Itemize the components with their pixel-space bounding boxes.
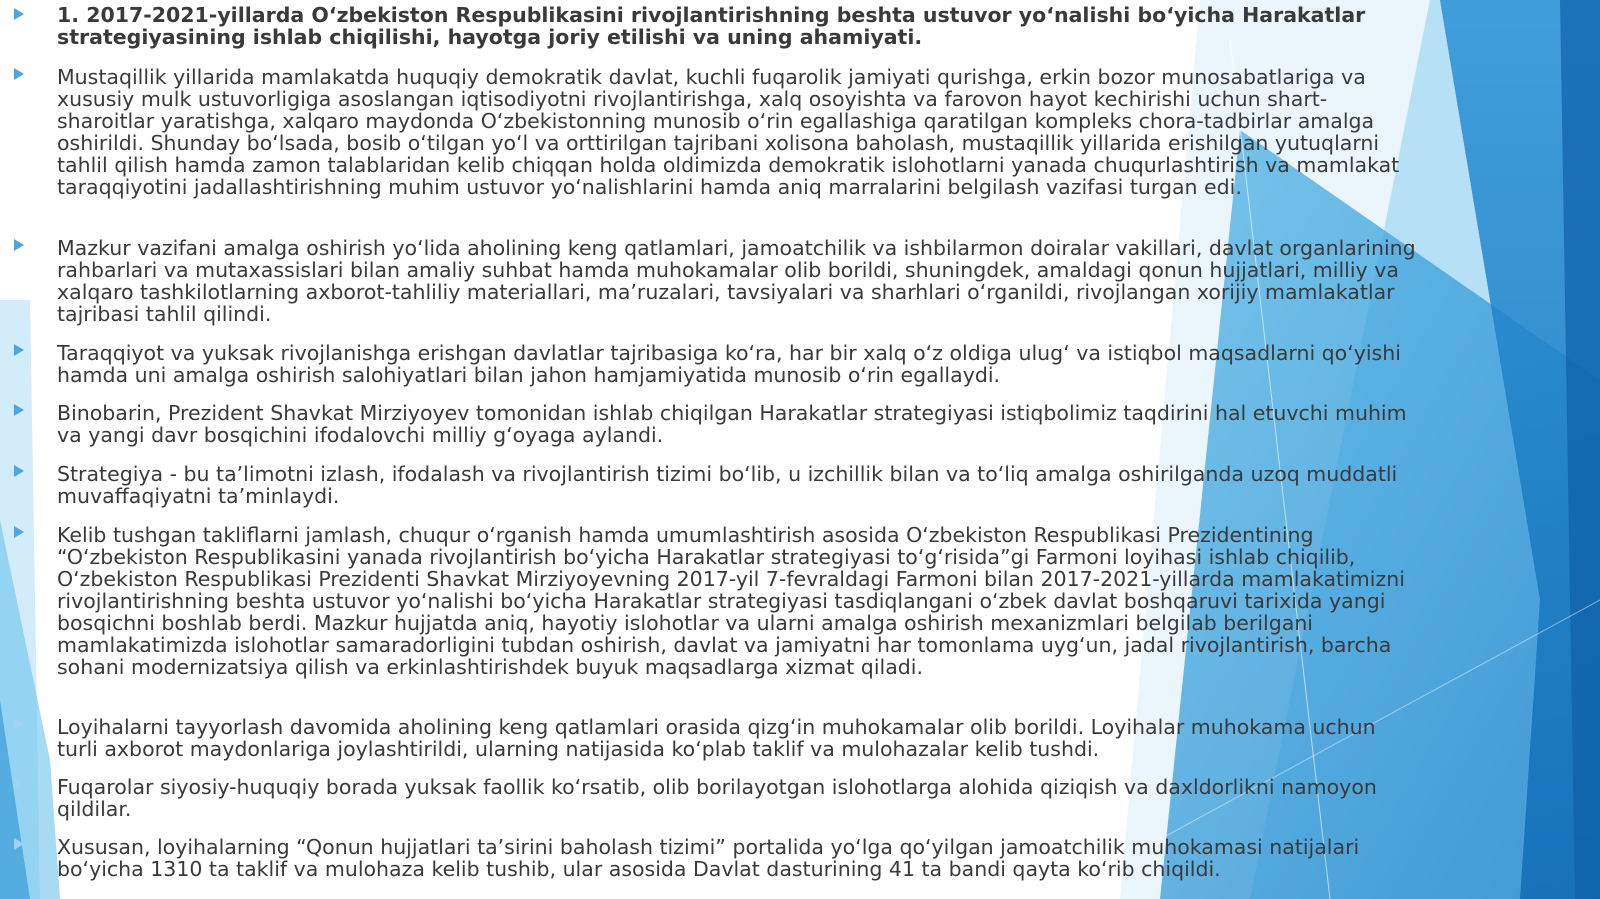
paragraph: Fuqarolar siyosiy-huquqiy borada yuksak faollik ko‘rsatib, olib borilayotgan islohotlarga alohida qiziqish va daxldorlikni namoyon qildilar. (57, 775, 1377, 821)
triangle-bullet-icon (14, 8, 24, 20)
triangle-bullet-icon (14, 68, 24, 80)
triangle-bullet-icon (14, 344, 24, 356)
paragraph: Xususan, loyihalarning “Qonun hujjatlari ta’sirini baholash tizimi” portalida yo‘lga qo‘yilgan jamoatchilik muhokamasi natijalari bo‘yicha 1310 ta taklif va mulohaza kelib tushib, ular asosida Davlat dasturining 41 ta bandi qayta ko‘rib chiqildi. (57, 835, 1360, 881)
triangle-bullet-icon (14, 404, 24, 416)
paragraph: Strategiya - bu ta’limotni izlash, ifodalash va rivojlantirish tizimi bo‘lib, u izchillik bilan va to‘liq amalga oshirilganda uzoq muddatli muvaffaqiyatni ta’minlaydi. (57, 462, 1398, 508)
triangle-bullet-icon (14, 526, 24, 538)
triangle-bullet-icon (14, 239, 24, 251)
triangle-bullet-icon (14, 718, 24, 730)
triangle-bullet-icon (14, 778, 24, 790)
paragraph: Kelib tushgan takliflarni jamlash, chuqur o‘rganish hamda umumlashtirish asosida O‘zbekiston Respublikasi Prezidentining “O‘zbekiston Respublikasini yanada rivojlantirish bo‘yicha Harakatlar strategiyasi to‘g‘risida”gi Farmoni loyihasi ishlab chiqilib, O‘zbekiston Respublikasi Prezidenti Shavkat Mirziyoyevning 2017-yil 7-fevraldagi Farmoni bilan 2017-2021-yillarda mamlakatimizni rivojlantirishning beshta ustuvor yo‘nalishi bo‘yicha Harakatlar strategiyasi tasdiqlangani o‘zbek davlat boshqaruvi tarixida yangi bosqichni boshlab berdi. Mazkur hujjatda aniq, hayotiy islohotlar va ularni amalga oshirish mexanizmlari belgilab berilgani mamlakatimizda islohotlar samaradorligini tubdan oshirish, davlat va jamiyatni har tomonlama uyg‘un, jadal rivojlantirish, barcha sohani modernizatsiya qilish va erkinlashtirishdek buyuk maqsadlarga xizmat qiladi. (57, 523, 1405, 679)
paragraph: Mazkur vazifani amalga oshirish yo‘lida aholining keng qatlamlari, jamoatchilik va ishbilarmon doiralar vakillari, davlat organlarining rahbarlari va mutaxassislari bilan amaliy suhbat hamda muhokamalar olib borildi, shuningdek, amaldagi qonun hujjatlari, milliy va xalqaro tashkilotlarning axborot-tahliliy materiallari, ma’ruzalari, tavsiyalari va sharhlari o‘rganildi, rivojlangan xorijiy mamlakatlar tajribasi tahlil qilindi. (57, 236, 1416, 326)
slide-heading: 1. 2017-2021-yillarda O‘zbekiston Respublikasini rivojlantirishning beshta ustuvor yo‘nalishi bo‘yicha Harakatlar strategiyasining ishlab chiqilishi, hayotga joriy etilishi va uning ahamiyati. (57, 3, 1366, 49)
triangle-bullet-icon (14, 465, 24, 477)
paragraph: Binobarin, Prezident Shavkat Mirziyoyev tomonidan ishlab chiqilgan Harakatlar strategiyasi istiqbolimiz taqdirini hal etuvchi muhim va yangi davr bosqichini ifodalovchi milliy g‘oyaga aylandi. (57, 401, 1407, 447)
paragraph: Mustaqillik yillarida mamlakatda huquqiy demokratik davlat, kuchli fuqarolik jamiyati qurishga, erkin bozor munosabatlariga va xususiy mulk ustuvorligiga asoslangan iqtisodiyotni rivojlantirishga, xalq osoyishta va farovon hayot kechirishi uchun shart-sharoitlar yaratishga, xalqaro maydonda O‘zbekistonning munosib o‘rin egallashiga qaratilgan kompleks chora-tadbirlar amalga oshirildi. Shunday bo‘lsada, bosib o‘tilgan yo‘l va orttirilgan tajribani xolisona baholash, mustaqillik yillarida erishilgan yutuqlarni tahlil qilish hamda zamon talablaridan kelib chiqqan holda oldimizda demokratik islohotlarni yanada chuqurlashtirish va mamlakat taraqqiyotini jadallashtirishning muhim ustuvor yo‘nalishlarini hamda aniq marralarini belgilash vazifasi turgan edi. (57, 65, 1400, 199)
triangle-bullet-icon (14, 838, 24, 850)
paragraph: Loyihalarni tayyorlash davomida aholining keng qatlamlari orasida qizg‘in muhokamalar olib borildi. Loyihalar muhokama uchun turli axborot maydonlariga joylashtirildi, ularning natijasida ko‘plab taklif va mulohazalar kelib tushdi. (57, 715, 1376, 761)
paragraph: Taraqqiyot va yuksak rivojlanishga erishgan davlatlar tajribasiga ko‘ra, har bir xalq o‘z oldiga ulug‘ va istiqbol maqsadlarni qo‘yishi hamda uni amalga oshirish salohiyatlari bilan jahon hamjamiyatida munosib o‘rin egallaydi. (57, 341, 1401, 387)
